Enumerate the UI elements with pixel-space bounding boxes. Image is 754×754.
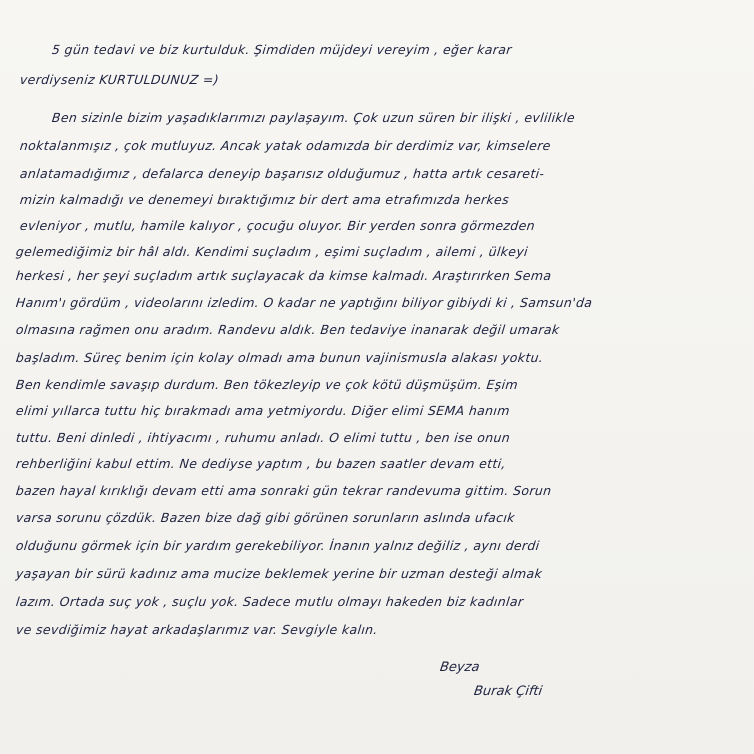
letter-line-13: Ben kendimle savaşıp durdum. Ben tökezleyip ve çok kötü düşmüşüm. Eşim: [15, 377, 519, 392]
signature-second: Burak Çifti: [472, 684, 544, 699]
letter-line-20: yaşayan bir sürü kadınız ama mucize beklemek yerine bir uzman desteği almak: [15, 566, 544, 581]
letter-line-8: gelemediğimiz bir hâl aldı. Kendimi suçladım , eşimi suçladım , ailemi , ülkeyi: [15, 244, 529, 259]
letter-line-17: bazen hayal kırıklığı devam etti ama sonraki gün tekrar randevuma gittim. Sorun: [15, 483, 553, 498]
letter-line-5: anlatamadığımız , defalarca deneyip başarısız olduğumuz , hatta artık cesareti-: [19, 166, 546, 181]
letter-line-10: Hanım'ı gördüm , videolarını izledim. O kadar ne yaptığını biliyor gibiydi ki , Samsun'da: [15, 295, 594, 310]
letter-line-9: herkesi , her şeyi suçladım artık suçlayacak da kimse kalmadı. Araştırırken Sema: [15, 268, 553, 283]
letter-line-14: elimi yıllarca tuttu hiç bırakmadı ama yetmiyordu. Diğer elimi SEMA hanım: [15, 403, 511, 418]
letter-line-22: ve sevdiğimiz hayat arkadaşlarımız var. Sevgiyle kalın.: [15, 622, 379, 637]
letter-line-4: noktalanmışız , çok mutluyuz. Ancak yatak odamızda bir derdimiz var, kimselere: [19, 138, 552, 153]
letter-line-18: varsa sorunu çözdük. Bazen bize dağ gibi görünen sorunların aslında ufacık: [15, 510, 516, 525]
letter-line-3: Ben sizinle bizim yaşadıklarımızı paylaşayım. Çok uzun süren bir ilişki , evlilikle: [51, 110, 576, 125]
letter-line-7: evleniyor , mutlu, hamile kalıyor , çocuğu oluyor. Bir yerden sonra görmezden: [19, 218, 536, 233]
letter-line-1: 5 gün tedavi ve biz kurtulduk. Şimdiden müjdeyi vereyim , eğer karar: [51, 42, 513, 57]
letter-line-21: lazım. Ortada suç yok , suçlu yok. Sadece mutlu olmayı hakeden biz kadınlar: [15, 594, 525, 609]
letter-line-16: rehberliğini kabul ettim. Ne dediyse yaptım , bu bazen saatler devam etti,: [15, 456, 507, 471]
letter-line-6: mizin kalmadığı ve denemeyi bıraktığımız bir dert ama etrafımızda herkes: [19, 192, 510, 207]
letter-line-11: olmasına rağmen onu aradım. Randevu aldık. Ben tedaviye inanarak değil umarak: [15, 322, 561, 337]
signature-first: Beyza: [438, 660, 481, 675]
letter-line-2: verdiyseniz KURTULDUNUZ =): [19, 72, 220, 87]
letter-line-12: başladım. Süreç benim için kolay olmadı ama bunun vajinismusla alakası yoktu.: [15, 350, 545, 365]
letter-line-15: tuttu. Beni dinledi , ihtiyacımı , ruhumu anladı. O elimi tuttu , ben ise onun: [15, 430, 511, 445]
letter-line-19: olduğunu görmek için bir yardım gerekebiliyor. İnanın yalnız değiliz , aynı derdi: [15, 538, 541, 553]
